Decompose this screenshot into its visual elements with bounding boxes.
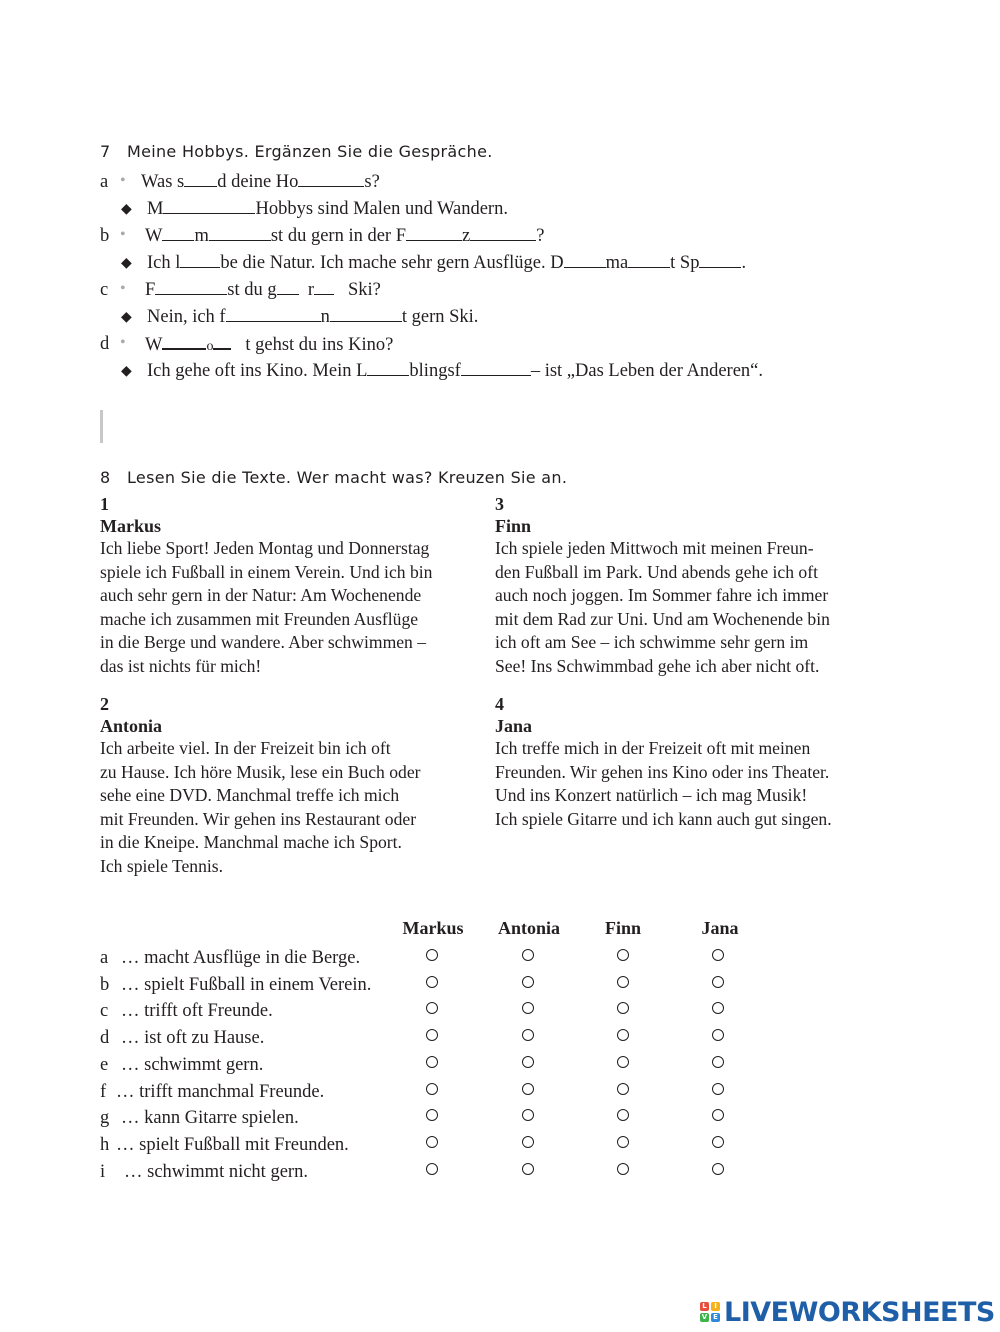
answer-radio-antonia[interactable] — [522, 1029, 534, 1041]
text-fragment: m — [194, 226, 209, 246]
text-fragment: W — [145, 226, 163, 246]
logo-text: LIVEWORKSHEETS — [724, 1296, 995, 1328]
text-number: 1 — [100, 494, 109, 514]
column-header-jana: Jana — [701, 918, 739, 938]
logo-mark-cell: E — [711, 1313, 720, 1322]
answer-radio-jana[interactable] — [712, 1002, 724, 1014]
diamond-bullet-icon: ◆ — [121, 202, 132, 217]
answer-radio-antonia[interactable] — [522, 949, 534, 961]
text-fragment: be die Natur. Ich mache sehr gern Ausflüge. D — [220, 253, 564, 273]
section-divider-bar — [100, 410, 103, 443]
bullet-dot-icon: • — [120, 334, 126, 351]
gap-blank[interactable] — [209, 226, 271, 241]
person-name: Finn — [495, 516, 532, 536]
text-line: Und ins Konzert natürlich – ich mag Musik! — [495, 785, 808, 806]
item-letter: b — [100, 226, 110, 246]
text-line: mit dem Rad zur Uni. Und am Wochenende bin — [495, 608, 830, 629]
text-line: See! Ins Schwimmbad gehe ich aber nicht oft. — [495, 655, 820, 676]
answer-radio-jana[interactable] — [712, 1136, 724, 1148]
row-letter: h — [100, 1134, 110, 1155]
text-line: Ich arbeite viel. In der Freizeit bin ich oft — [100, 738, 391, 758]
text-fragment: Ich gehe oft ins Kino. Mein L — [147, 361, 368, 381]
reading-text-markus — [100, 494, 432, 679]
text-fragment: z — [462, 226, 471, 246]
gap-blank[interactable] — [470, 226, 536, 241]
row-statement: … schwimmt nicht gern. — [124, 1161, 308, 1182]
answer-radio-jana[interactable] — [712, 1109, 724, 1121]
text-number: 3 — [495, 494, 504, 514]
text-fragment: t Sp — [670, 253, 700, 273]
exercise-number: 8 — [100, 468, 111, 487]
answer-radio-jana[interactable] — [712, 1029, 724, 1041]
row-statement: … trifft oft Freunde. — [121, 1001, 273, 1022]
gap-blank[interactable] — [162, 334, 206, 350]
diamond-bullet-icon: ◆ — [121, 256, 132, 271]
text-fragment: . — [741, 253, 747, 273]
text-fragment: ? — [536, 226, 545, 246]
text-fragment: Ich l — [147, 253, 181, 273]
row-letter: a — [100, 948, 109, 968]
text-fragment: blingsf — [409, 361, 461, 381]
exercise-8-heading — [100, 468, 567, 487]
answer-radio-antonia[interactable] — [522, 1163, 534, 1175]
exercise-title: Lesen Sie die Texte. Wer macht was? Kreuzen Sie an. — [127, 468, 568, 487]
text-line: in die Kneipe. Manchmal mache ich Sport. — [100, 832, 402, 853]
row-letter: f — [100, 1081, 107, 1102]
exercise-title: Meine Hobbys. Ergänzen Sie die Gespräche. — [127, 142, 493, 161]
table-row — [0, 1055, 1000, 1079]
gap-blank[interactable] — [406, 226, 462, 241]
gap-blank[interactable] — [226, 307, 321, 322]
row-letter: g — [100, 1108, 110, 1129]
row-statement: … trifft manchmal Freunde. — [116, 1081, 325, 1102]
table-row — [0, 1162, 1000, 1186]
text-line: das ist nichts für mich! — [100, 655, 262, 676]
text-line: mache ich zusammen mit Freunden Ausflüge — [100, 608, 419, 629]
text-fragment: st du gern in der F — [270, 226, 406, 246]
text-fragment: M — [147, 199, 164, 219]
column-header-antonia: Antonia — [497, 918, 560, 938]
text-line: Ich liebe Sport! Jeden Montag und Donnerstag — [100, 538, 430, 558]
answer-radio-jana[interactable] — [712, 1163, 724, 1175]
bullet-dot-icon: • — [120, 226, 126, 243]
text-number: 4 — [495, 694, 504, 714]
text-number: 2 — [100, 694, 109, 714]
gap-blank[interactable] — [367, 361, 409, 376]
gap-blank[interactable] — [564, 253, 606, 268]
answer-radio-finn[interactable] — [617, 949, 629, 961]
reading-text-finn — [495, 494, 830, 679]
text-fragment: r — [307, 280, 315, 300]
table-row — [0, 1135, 1000, 1159]
diamond-bullet-icon: ◆ — [121, 364, 132, 379]
exercise-number: 7 — [100, 142, 111, 161]
text-line: Ich spiele Tennis. — [100, 855, 224, 876]
row-statement: … kann Gitarre spielen. — [121, 1108, 299, 1129]
gap-blank[interactable] — [184, 172, 217, 187]
answer-radio-markus[interactable] — [426, 949, 438, 961]
column-header-finn: Finn — [604, 918, 642, 938]
text-fragment: Nein, ich f — [147, 307, 226, 327]
answer-radio-finn[interactable] — [617, 976, 629, 988]
person-name: Markus — [100, 516, 162, 536]
text-fragment: Ski? — [347, 280, 381, 300]
answer-radio-finn[interactable] — [617, 1136, 629, 1148]
answer-radio-finn[interactable] — [617, 1109, 629, 1121]
answer-radio-markus[interactable] — [426, 1083, 438, 1095]
gap-blank[interactable] — [155, 280, 227, 295]
row-letter: c — [100, 1001, 109, 1022]
gap-blank[interactable] — [461, 361, 531, 376]
text-fragment: Was s — [141, 172, 185, 192]
row-letter: b — [100, 974, 110, 995]
reading-text-jana — [495, 694, 832, 831]
answer-radio-jana[interactable] — [712, 949, 724, 961]
answer-radio-finn[interactable] — [617, 1002, 629, 1014]
text-line: Ich spiele jeden Mittwoch mit meinen Freun- — [495, 538, 814, 558]
item-letter: d — [100, 334, 110, 354]
answer-radio-jana[interactable] — [712, 1056, 724, 1068]
text-line: den Fußball im Park. Und abends gehe ich oft — [495, 561, 818, 582]
gap-blank[interactable] — [298, 172, 364, 187]
answer-radio-antonia[interactable] — [522, 1083, 534, 1095]
answer-radio-finn[interactable] — [617, 1056, 629, 1068]
column-header-markus: Markus — [402, 918, 464, 938]
text-fragment: W — [145, 335, 163, 355]
answer-radio-antonia[interactable] — [522, 976, 534, 988]
row-letter: d — [100, 1028, 110, 1049]
text-fragment: F — [145, 280, 156, 300]
row-letter: e — [100, 1054, 109, 1075]
logo-mark-cell: I — [711, 1302, 720, 1311]
gap-blank[interactable] — [162, 226, 194, 241]
row-letter: i — [100, 1161, 106, 1182]
gap-blank[interactable] — [330, 307, 402, 322]
answer-radio-finn[interactable] — [617, 1029, 629, 1041]
text-fragment: t gehst du ins Kino? — [245, 335, 394, 355]
table-row — [0, 948, 1000, 972]
logo-mark-cell: V — [701, 1313, 708, 1321]
gap-blank[interactable] — [699, 253, 741, 268]
text-fragment: t gern Ski. — [401, 307, 479, 327]
answer-radio-antonia[interactable] — [522, 1109, 534, 1121]
text-line: mit Freunden. Wir gehen ins Restaurant oder — [100, 808, 417, 829]
bullet-dot-icon: • — [120, 172, 126, 189]
gap-blank[interactable] — [213, 334, 231, 350]
row-statement: … macht Ausflüge in die Berge. — [121, 948, 361, 968]
text-fragment: o — [206, 339, 214, 354]
text-line: auch noch joggen. Im Sommer fahre ich immer — [495, 585, 829, 606]
gap-blank[interactable] — [628, 253, 670, 268]
answer-radio-markus[interactable] — [426, 1163, 438, 1175]
answer-radio-markus[interactable] — [426, 976, 438, 988]
table-row — [0, 1108, 1000, 1132]
answer-radio-finn[interactable] — [617, 1163, 629, 1175]
row-statement: … spielt Fußball mit Freunden. — [116, 1134, 349, 1155]
row-statement: … schwimmt gern. — [121, 1054, 264, 1075]
table-row — [0, 1001, 1000, 1025]
table-row — [0, 1082, 1000, 1106]
answer-radio-markus[interactable] — [426, 1029, 438, 1041]
text-fragment: ma — [605, 253, 629, 273]
text-fragment: d deine Ho — [217, 172, 299, 192]
text-line: Ich spiele Gitarre und ich kann auch gut singen. — [495, 808, 832, 829]
row-statement: … spielt Fußball in einem Verein. — [121, 974, 372, 995]
text-line: in die Berge und wandere. Aber schwimmen – — [100, 632, 427, 653]
gap-blank[interactable] — [180, 253, 220, 268]
row-statement: … ist oft zu Hause. — [121, 1028, 265, 1049]
text-fragment: st du g — [227, 280, 277, 300]
text-fragment: – ist „Das Leben der Anderen“. — [530, 361, 764, 381]
gap-blank[interactable] — [163, 199, 255, 214]
answer-radio-antonia[interactable] — [522, 1056, 534, 1068]
gap-blank[interactable] — [314, 280, 334, 295]
person-name: Antonia — [100, 716, 163, 736]
text-fragment: Hobbys sind Malen und Wandern. — [255, 199, 508, 219]
answer-radio-markus[interactable] — [426, 1136, 438, 1148]
answer-radio-markus[interactable] — [426, 1109, 438, 1121]
text-line: Freunden. Wir gehen ins Kino oder ins Theater. — [495, 761, 830, 782]
exercise-7-heading — [100, 142, 493, 161]
item-letter: c — [100, 280, 109, 300]
answer-radio-antonia[interactable] — [522, 1136, 534, 1148]
text-line: zu Hause. Ich höre Musik, lese ein Buch oder — [100, 761, 421, 782]
text-line: sehe eine DVD. Manchmal treffe ich mich — [100, 785, 400, 806]
table-row — [0, 975, 1000, 999]
logo-mark-cell: L — [700, 1302, 709, 1311]
answer-radio-markus[interactable] — [426, 1056, 438, 1068]
item-letter: a — [100, 172, 109, 192]
answer-radio-markus[interactable] — [426, 1002, 438, 1014]
reading-text-antonia — [100, 694, 421, 879]
gap-blank[interactable] — [277, 280, 299, 295]
text-line: auch sehr gern in der Natur: Am Wochenende — [100, 585, 422, 606]
text-line: Ich treffe mich in der Freizeit oft mit meinen — [495, 738, 811, 758]
text-line: ich oft am See – ich schwimme sehr gern im — [495, 632, 809, 653]
logo-mark-icon — [700, 1302, 720, 1322]
answer-radio-jana[interactable] — [712, 1083, 724, 1095]
answer-radio-finn[interactable] — [617, 1083, 629, 1095]
liveworksheets-logo — [700, 1296, 995, 1328]
answer-radio-antonia[interactable] — [522, 1002, 534, 1014]
text-fragment: s? — [364, 172, 380, 192]
answer-radio-jana[interactable] — [712, 976, 724, 988]
table-row — [0, 1028, 1000, 1052]
diamond-bullet-icon: ◆ — [121, 310, 132, 325]
text-fragment: n — [320, 307, 330, 327]
person-name: Jana — [495, 716, 533, 736]
bullet-dot-icon: • — [120, 280, 126, 297]
text-line: spiele ich Fußball in einem Verein. Und ich bin — [100, 561, 433, 582]
